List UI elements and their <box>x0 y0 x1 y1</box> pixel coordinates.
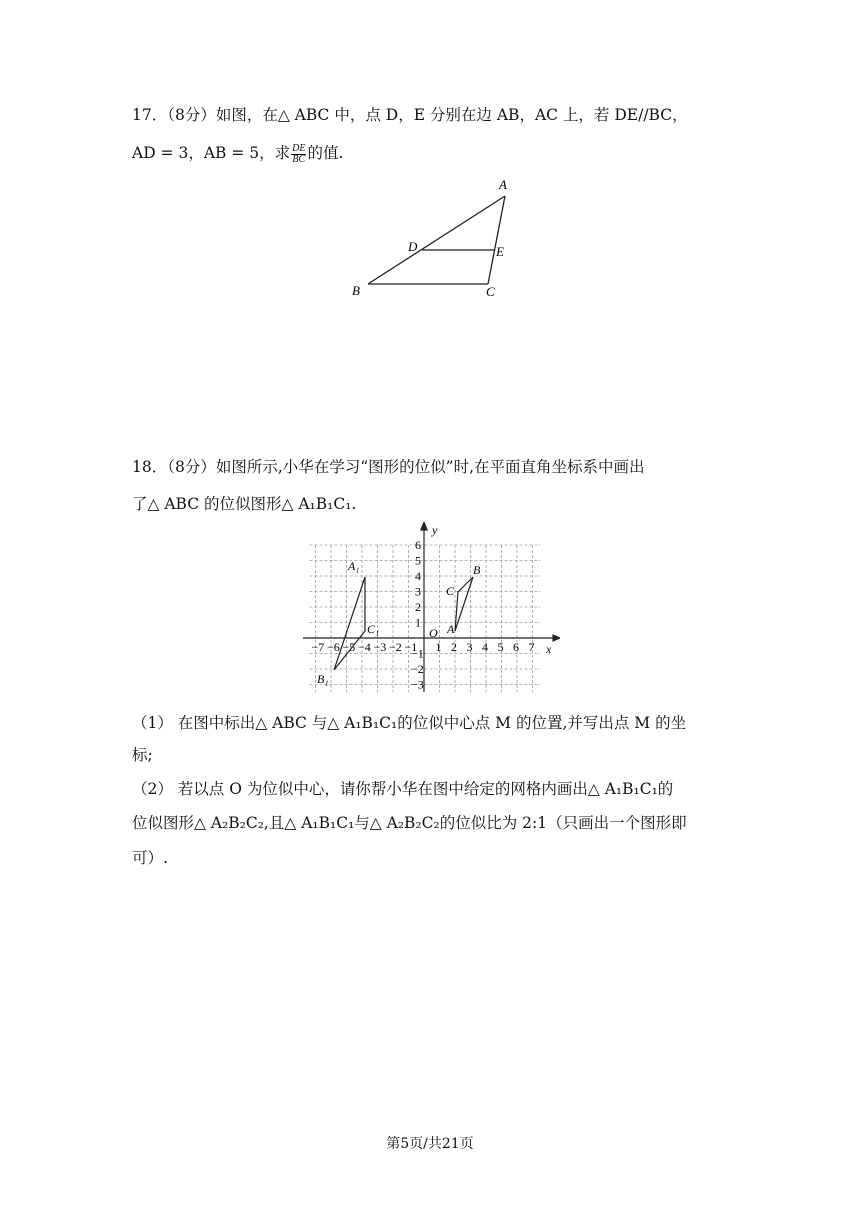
y-axis-label: y <box>432 523 438 537</box>
q17-line2-text-b: 的值. <box>307 144 344 162</box>
x-tick-label: 4 <box>482 640 488 654</box>
q18-part2-line1: （2） 若以点 O 为位似中心，请你帮小华在图中给定的网格内画出△ A₁B₁C₁的 <box>132 780 674 798</box>
x-tick-label: 1 <box>435 640 442 654</box>
y-tick-label: −2 <box>411 662 424 676</box>
q17-fraction <box>291 144 306 165</box>
label-b: B <box>352 283 360 298</box>
x-tick-label: 6 <box>513 640 519 654</box>
x-tick-label: −4 <box>358 640 371 654</box>
x-tick-label: 2 <box>451 640 457 654</box>
q18-part2-line2: 位似图形△ A₂B₂C₂,且△ A₁B₁C₁与△ A₂B₂C₂的位似比为 2:1（只画出一个图形即 <box>132 814 687 832</box>
x-tick-label: −5 <box>342 640 356 654</box>
label-a: A <box>499 177 507 192</box>
x-tick-label: 3 <box>466 640 473 654</box>
label-a1: A₁ <box>348 559 360 573</box>
q17-fraction-numerator: DE <box>292 142 306 154</box>
q17-line2 <box>132 143 732 165</box>
q18-coordinate-figure <box>303 522 560 694</box>
q18-part2-line3: 可）. <box>132 849 168 867</box>
x-tick-label: −2 <box>389 640 402 654</box>
x-axis-label: x <box>546 642 552 656</box>
label-d: D <box>408 239 418 254</box>
label-c1: C₁ <box>367 622 380 636</box>
q17-line1: 17．（8分）如图，在△ ABC 中，点 D，E 分别在边 AB，AC 上，若 DE//BC， <box>132 106 688 124</box>
segment-ac <box>488 196 505 284</box>
label-e: E <box>496 244 504 259</box>
x-tick-label: 7 <box>528 640 535 654</box>
x-axis-arrow <box>553 635 560 641</box>
y-tick-label: 5 <box>415 553 421 568</box>
y-tick-label: 4 <box>415 569 421 583</box>
page-footer: 第5页/共21页 <box>386 1136 474 1152</box>
x-tick-label: 5 <box>497 640 504 654</box>
x-tick-label: −1 <box>404 640 418 654</box>
y-tick-label: 6 <box>415 538 421 552</box>
q17-line2-text-a: AD = 3，AB = 5，求 <box>132 144 291 162</box>
x-tick-label: −3 <box>373 640 387 654</box>
triangle-a1b1c1 <box>334 577 365 670</box>
x-tick-label: −6 <box>327 640 340 654</box>
label-a: A <box>447 622 455 636</box>
q17-triangle-figure <box>340 172 530 307</box>
origin-label: O <box>429 626 438 640</box>
y-tick-label: 3 <box>415 584 421 599</box>
q18-part1-line2: 标; <box>132 746 153 764</box>
segment-ab <box>368 196 505 284</box>
x-tick-label: −7 <box>311 640 325 654</box>
y-tick-label: 1 <box>415 615 421 630</box>
q18-line2: 了△ ABC 的位似图形△ A₁B₁C₁. <box>132 495 357 513</box>
label-c: C <box>486 284 495 299</box>
q18-line1: 18．（8分）如图所示,小华在学习“图形的位似”时,在平面直角坐标系中画出 <box>132 458 645 476</box>
q17-fraction-denominator: BC <box>292 153 306 165</box>
y-tick-label: 2 <box>415 600 421 614</box>
label-b1: B₁ <box>317 672 329 686</box>
y-axis-arrow <box>421 522 427 530</box>
y-tick-label: −3 <box>411 677 424 692</box>
y-tick-label: −1 <box>411 646 424 661</box>
q18-part1-line1: （1） 在图中标出△ ABC 与△ A₁B₁C₁的位似中心点 M 的位置,并写出点 M 的坐 <box>132 714 687 732</box>
label-c: C <box>446 584 455 598</box>
label-b: B <box>473 563 481 577</box>
